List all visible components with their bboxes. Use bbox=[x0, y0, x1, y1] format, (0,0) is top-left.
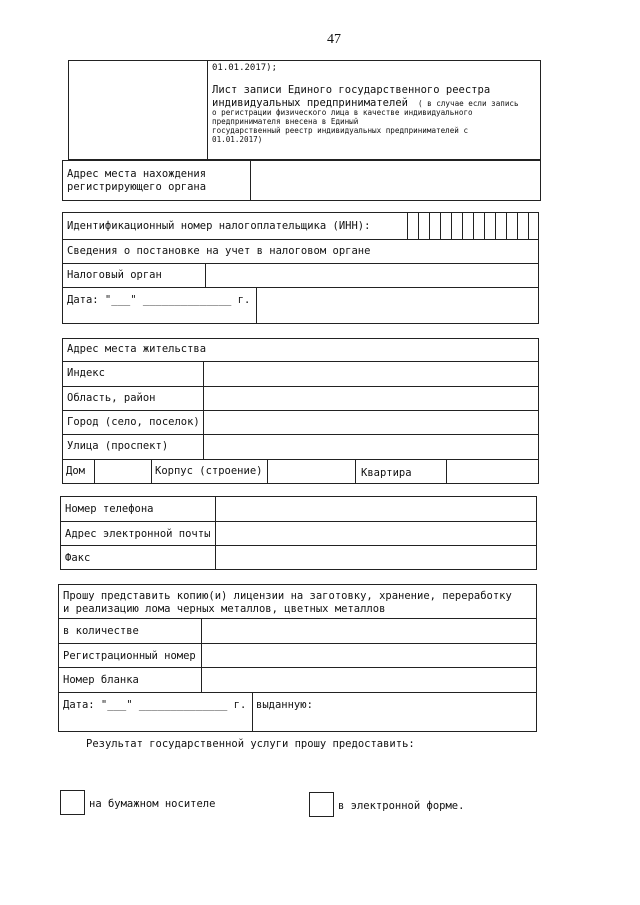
tax-registration-label: Сведения о постановке на учет в налоговом органе bbox=[67, 245, 371, 257]
index-field[interactable] bbox=[204, 362, 538, 385]
index-label: Индекс bbox=[67, 367, 105, 379]
inn-cell-7 bbox=[473, 212, 474, 239]
building-field[interactable] bbox=[268, 460, 354, 483]
electronic-form-label: в электронной форме. bbox=[338, 800, 465, 812]
city-field[interactable] bbox=[204, 411, 538, 433]
egrip-sheet-note-2: о регистрации физического лица в качестве индивидуального bbox=[212, 108, 473, 117]
residence-title: Адрес места жительства bbox=[67, 343, 207, 355]
lic-line-4 bbox=[58, 692, 537, 693]
house-field[interactable] bbox=[95, 460, 150, 483]
paper-carrier-label: на бумажном носителе bbox=[89, 798, 216, 810]
page-number: 47 bbox=[327, 32, 341, 47]
inn-label: Идентификационный номер налогоплательщика (ИНН): bbox=[67, 220, 371, 232]
egrip-sheet-note-3: предпринимателя внесена в Единый bbox=[212, 117, 359, 126]
photo-cell-divider bbox=[207, 60, 208, 160]
inn-cell-8 bbox=[484, 212, 485, 239]
inn-cell-6 bbox=[462, 212, 463, 239]
phone-label: Номер телефона bbox=[65, 503, 154, 515]
apartment-field[interactable] bbox=[447, 460, 538, 483]
tax-date-divider bbox=[256, 287, 257, 324]
reg-address-label-2: регистрирующего органа bbox=[67, 181, 207, 193]
tax-authority-label: Налоговый орган bbox=[67, 269, 162, 281]
issued-divider bbox=[252, 692, 253, 732]
license-date-label: Дата: "___" ______________ г. bbox=[63, 699, 247, 711]
egrip-sheet-note-5: 01.01.2017) bbox=[212, 135, 263, 144]
quantity-field[interactable] bbox=[202, 619, 536, 642]
tax-authority-field[interactable] bbox=[206, 264, 538, 286]
form-number-label: Номер бланка bbox=[63, 674, 139, 686]
inn-cell-5 bbox=[451, 212, 452, 239]
egrip-sheet-title-1: Лист записи Единого государственного реестра bbox=[212, 84, 491, 96]
inn-cell-10 bbox=[506, 212, 507, 239]
house-label: Дом bbox=[66, 465, 85, 477]
quantity-label: в количестве bbox=[63, 625, 139, 637]
region-field[interactable] bbox=[204, 387, 538, 409]
inn-cell-12 bbox=[528, 212, 529, 239]
egrip-sheet-note-4: государственный реестр индивидуальных предпринимателей с bbox=[212, 126, 469, 135]
tax-line-3 bbox=[62, 287, 539, 288]
reg-number-label: Регистрационный номер bbox=[63, 650, 196, 662]
egrip-sheet-title-2: индивидуальных предпринимателей bbox=[212, 97, 408, 109]
region-label: Область, район bbox=[67, 392, 156, 404]
house-divider-4 bbox=[355, 459, 356, 484]
tax-date-label: Дата: "___" ______________ г. bbox=[67, 294, 251, 306]
inn-cell-11 bbox=[517, 212, 518, 239]
fax-label: Факс bbox=[65, 552, 91, 564]
city-label: Город (село, поселок) bbox=[67, 416, 200, 428]
house-divider-2 bbox=[151, 459, 152, 484]
reg-number-field[interactable] bbox=[202, 644, 536, 666]
reg-address-divider bbox=[250, 160, 251, 201]
street-label: Улица (проспект) bbox=[67, 440, 169, 452]
electronic-form-checkbox[interactable] bbox=[309, 792, 334, 817]
apartment-label: Квартира bbox=[361, 467, 412, 479]
inn-cell-1 bbox=[407, 212, 408, 239]
inn-cell-9 bbox=[495, 212, 496, 239]
email-field[interactable] bbox=[216, 522, 536, 544]
fax-field[interactable] bbox=[216, 546, 536, 569]
egrip-sheet-note-1: ( в случае если запись bbox=[418, 99, 519, 108]
inn-cell-3 bbox=[429, 212, 430, 239]
license-request-line-2: и реализацию лома черных металлов, цветных металлов bbox=[63, 603, 386, 615]
result-prompt: Результат государственной услуги прошу предоставить: bbox=[86, 738, 415, 750]
paper-carrier-checkbox[interactable] bbox=[60, 790, 85, 815]
street-field[interactable] bbox=[204, 435, 538, 458]
email-label: Адрес электронной почты bbox=[65, 528, 211, 540]
date-fragment: 01.01.2017); bbox=[212, 63, 278, 73]
tax-line-1 bbox=[62, 239, 539, 240]
reg-address-label-1: Адрес места нахождения bbox=[67, 168, 207, 180]
license-request-line-1: Прошу представить копию(и) лицензии на заготовку, хранение, переработку bbox=[63, 590, 512, 602]
phone-field[interactable] bbox=[216, 497, 536, 520]
inn-cell-2 bbox=[418, 212, 419, 239]
inn-cell-4 bbox=[440, 212, 441, 239]
issued-label: выданную: bbox=[256, 699, 313, 711]
inn-digit-cells[interactable] bbox=[407, 212, 539, 239]
building-label: Корпус (строение) bbox=[155, 465, 263, 477]
form-number-field[interactable] bbox=[202, 668, 536, 691]
